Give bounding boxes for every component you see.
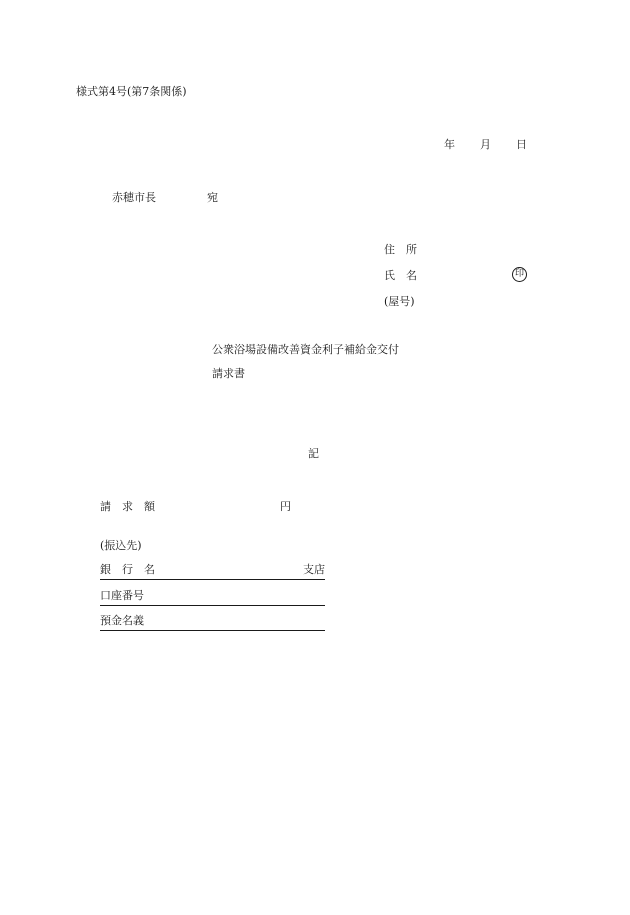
trade-name-label: (屋号) [384, 295, 415, 308]
date-year-label: 年 [444, 138, 455, 151]
account-number-label: 口座番号 [100, 589, 144, 602]
document-title-line2: 請求書 [212, 367, 245, 380]
bank-name-label: 銀 行 名 [100, 563, 155, 576]
account-number-row [100, 589, 325, 606]
transfer-heading: (振込先) [100, 539, 142, 552]
addressee-honorific: 宛 [207, 191, 218, 204]
document-title-line1: 公衆浴場設備改善資金利子補給金交付 [212, 343, 399, 356]
account-holder-label: 預金名義 [100, 614, 144, 627]
request-amount-unit: 円 [280, 500, 291, 513]
ki-mark: 記 [308, 447, 319, 460]
address-label: 住 所 [384, 243, 417, 256]
date-month-label: 月 [480, 138, 491, 151]
bank-name-row [100, 563, 325, 580]
form-number: 様式第4号(第7条関係) [76, 85, 187, 98]
seal-mark: 印 [512, 267, 527, 282]
branch-label: 支店 [303, 563, 325, 576]
request-amount-label: 請 求 額 [100, 500, 155, 513]
name-label: 氏 名 [384, 269, 417, 282]
account-holder-row [100, 614, 325, 631]
date-day-label: 日 [516, 138, 527, 151]
addressee-name: 赤穂市長 [112, 191, 156, 204]
